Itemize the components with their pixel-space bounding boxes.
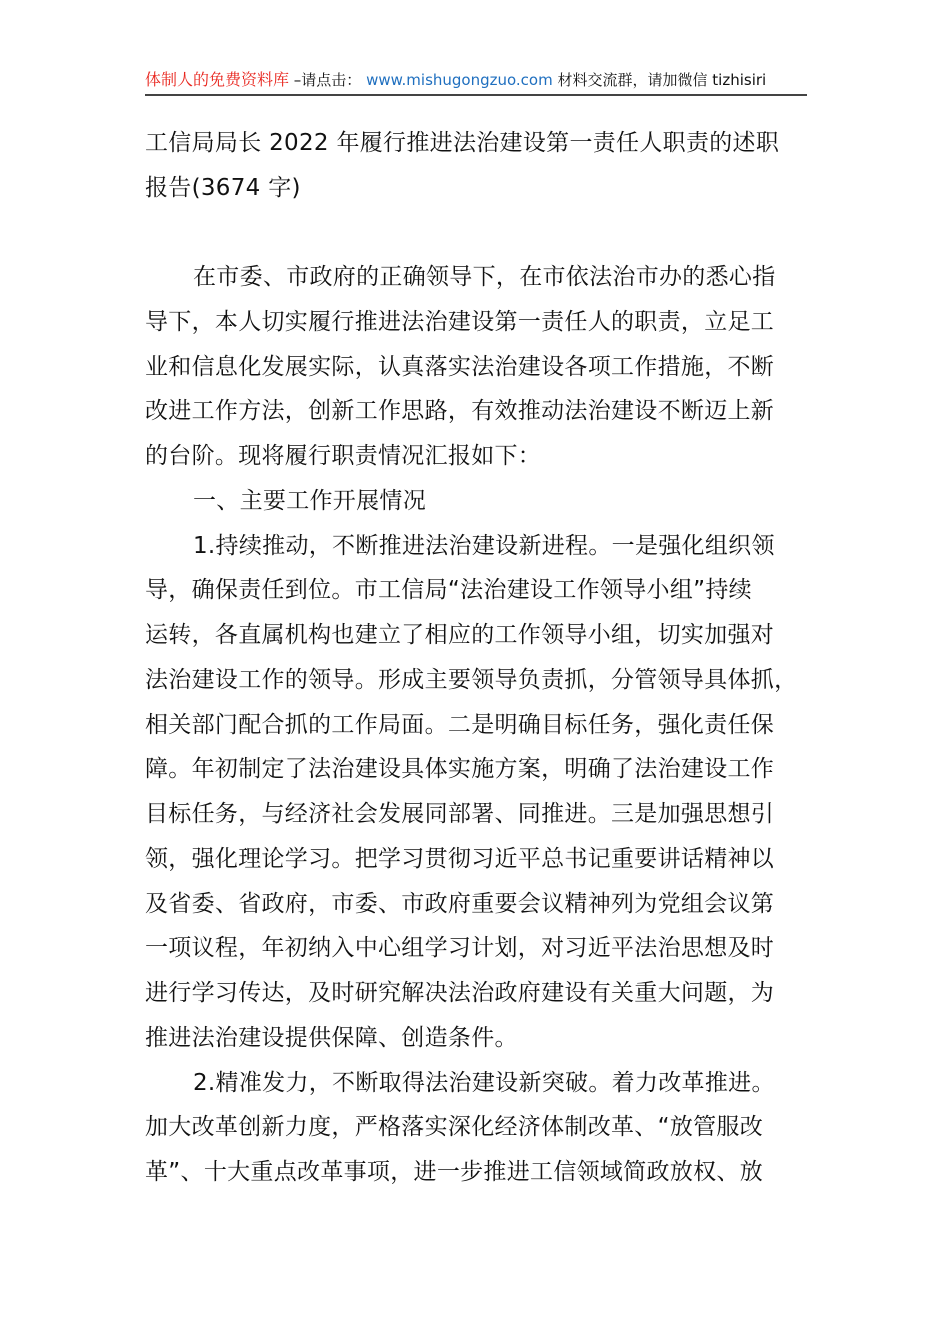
paragraph-line: 障。年初制定了法治建设具体实施方案，明确了法治建设工作 [145,756,775,783]
paragraph-line: 法治建设工作的领导。形成主要领导负责抓，分管领导具体抓， [145,666,798,693]
paragraph-line: 2.精准发力，不断取得法治建设新突破。着力改革推进。 [193,1069,775,1096]
page-header [145,70,807,96]
header-suffix: 材料交流群，请加微信 tizhisiri [557,71,767,89]
paragraph-line: 相关部门配合抓的工作局面。二是明确目标任务，强化责任保 [145,711,775,738]
paragraph-line: 目标任务，与经济社会发展同部署、同推进。三是加强思想引 [145,801,775,827]
paragraph-line: 在市委、市政府的正确领导下，在市依法治市办的悉心指 [193,264,776,290]
paragraph-line: 1.持续推动，不断推进法治建设新进程。一是强化组织领 [193,532,775,559]
paragraph-line: 导，确保责任到位。市工信局“法治建设工作领导小组”持续 [145,577,752,604]
header-brand: 体制人的免费资料库 [145,70,290,89]
paragraph-line: 导下，本人切实履行推进法治建设第一责任人的职责，立足工 [145,308,775,335]
document-title-line: 报告(3674 字) [145,175,301,201]
paragraph-line: 一项议程，年初纳入中心组学习计划，对习近平法治思想及时 [145,935,775,962]
paragraph-line: 业和信息化发展实际，认真落实法治建设各项工作措施，不断 [145,353,775,380]
paragraph-line: 推进法治建设提供保障、创造条件。 [145,1024,518,1051]
paragraph-line: 进行学习传达，及时研究解决法治政府建设有关重大问题，为 [145,980,775,1006]
paragraph-line: 的台阶。现将履行职责情况汇报如下： [145,443,542,469]
header-prompt: –请点击： [293,71,362,89]
paragraph-line: 及省委、省政府，市委、市政府重要会议精神列为党组会议第 [145,890,775,917]
header-url-link[interactable]: www.mishugongzuo.com [366,71,553,89]
paragraph-line: 运转，各直属机构也建立了相应的工作领导小组，切实加强对 [145,622,775,648]
paragraph-line: 改进工作方法，创新工作思路，有效推动法治建设不断迈上新 [145,398,775,425]
section-heading: 一、主要工作开展情况 [193,487,426,514]
paragraph-line: 领，强化理论学习。把学习贯彻习近平总书记重要讲话精神以 [145,845,775,872]
document-title-line: 工信局局长 2022 年履行推进法治建设第一责任人职责的述职 [145,130,780,156]
paragraph-line: 革”、十大重点改革事项，进一步推进工信领域简政放权、放 [145,1159,764,1185]
paragraph-line: 加大改革创新力度，严格落实深化经济体制改革、“放管服改 [145,1114,764,1141]
